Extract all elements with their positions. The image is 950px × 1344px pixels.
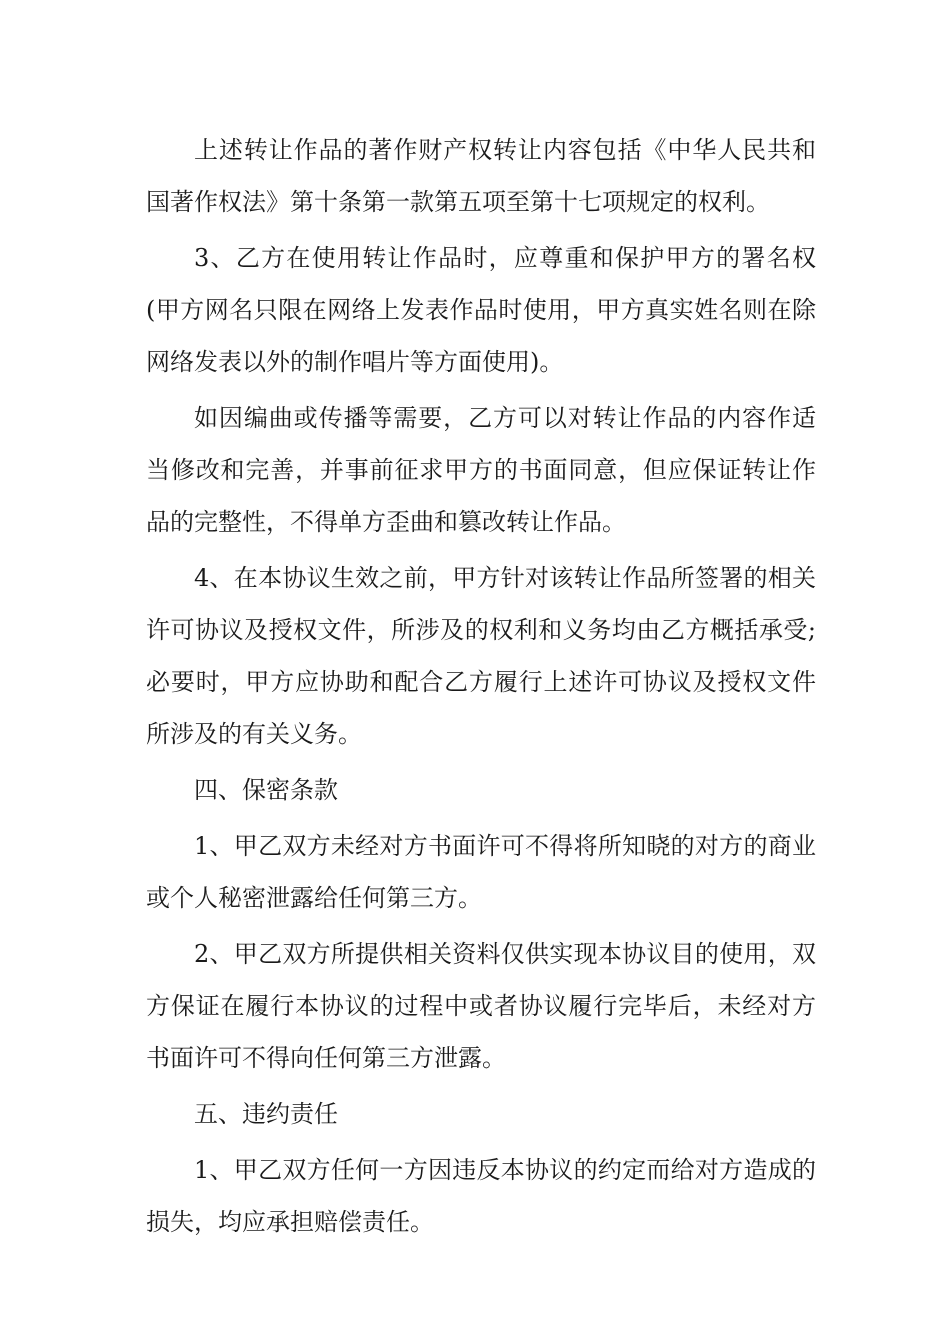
paragraph-confidentiality-1: 1、甲乙双方未经对方书面许可不得将所知晓的对方的商业或个人秘密泄露给任何第三方。 <box>146 832 816 912</box>
paragraph-clause-4: 4、在本协议生效之前，甲方针对该转让作品所签署的相关许可协议及授权文件，所涉及的权利和义务均由乙方概括承受;必要时，甲方应协助和配合乙方履行上述许可协议及授权文件所涉及的有关义务。 <box>146 564 816 748</box>
paragraph-clause-3: 3、乙方在使用转让作品时，应尊重和保护甲方的署名权(甲方网名只限在网络上发表作品时使用，甲方真实姓名则在除网络发表以外的制作唱片等方面使用)。 <box>146 244 816 376</box>
section-heading-liability: 五、违约责任 <box>194 1100 338 1128</box>
paragraph-transfer-content: 上述转让作品的著作财产权转让内容包括《中华人民共和国著作权法》第十条第一款第五项至第十七项规定的权利。 <box>146 136 816 216</box>
paragraph-liability-1: 1、甲乙双方任何一方因违反本协议的约定而给对方造成的损失，均应承担赔偿责任。 <box>146 1156 816 1236</box>
paragraph-arrangement: 如因编曲或传播等需要，乙方可以对转让作品的内容作适当修改和完善，并事前征求甲方的书面同意，但应保证转让作品的完整性，不得单方歪曲和篡改转让作品。 <box>146 404 816 536</box>
section-heading-confidentiality: 四、保密条款 <box>194 776 338 804</box>
document-page <box>146 124 816 1252</box>
paragraph-confidentiality-2: 2、甲乙双方所提供相关资料仅供实现本协议目的使用，双方保证在履行本协议的过程中或者协议履行完毕后，未经对方书面许可不得向任何第三方泄露。 <box>146 940 816 1072</box>
